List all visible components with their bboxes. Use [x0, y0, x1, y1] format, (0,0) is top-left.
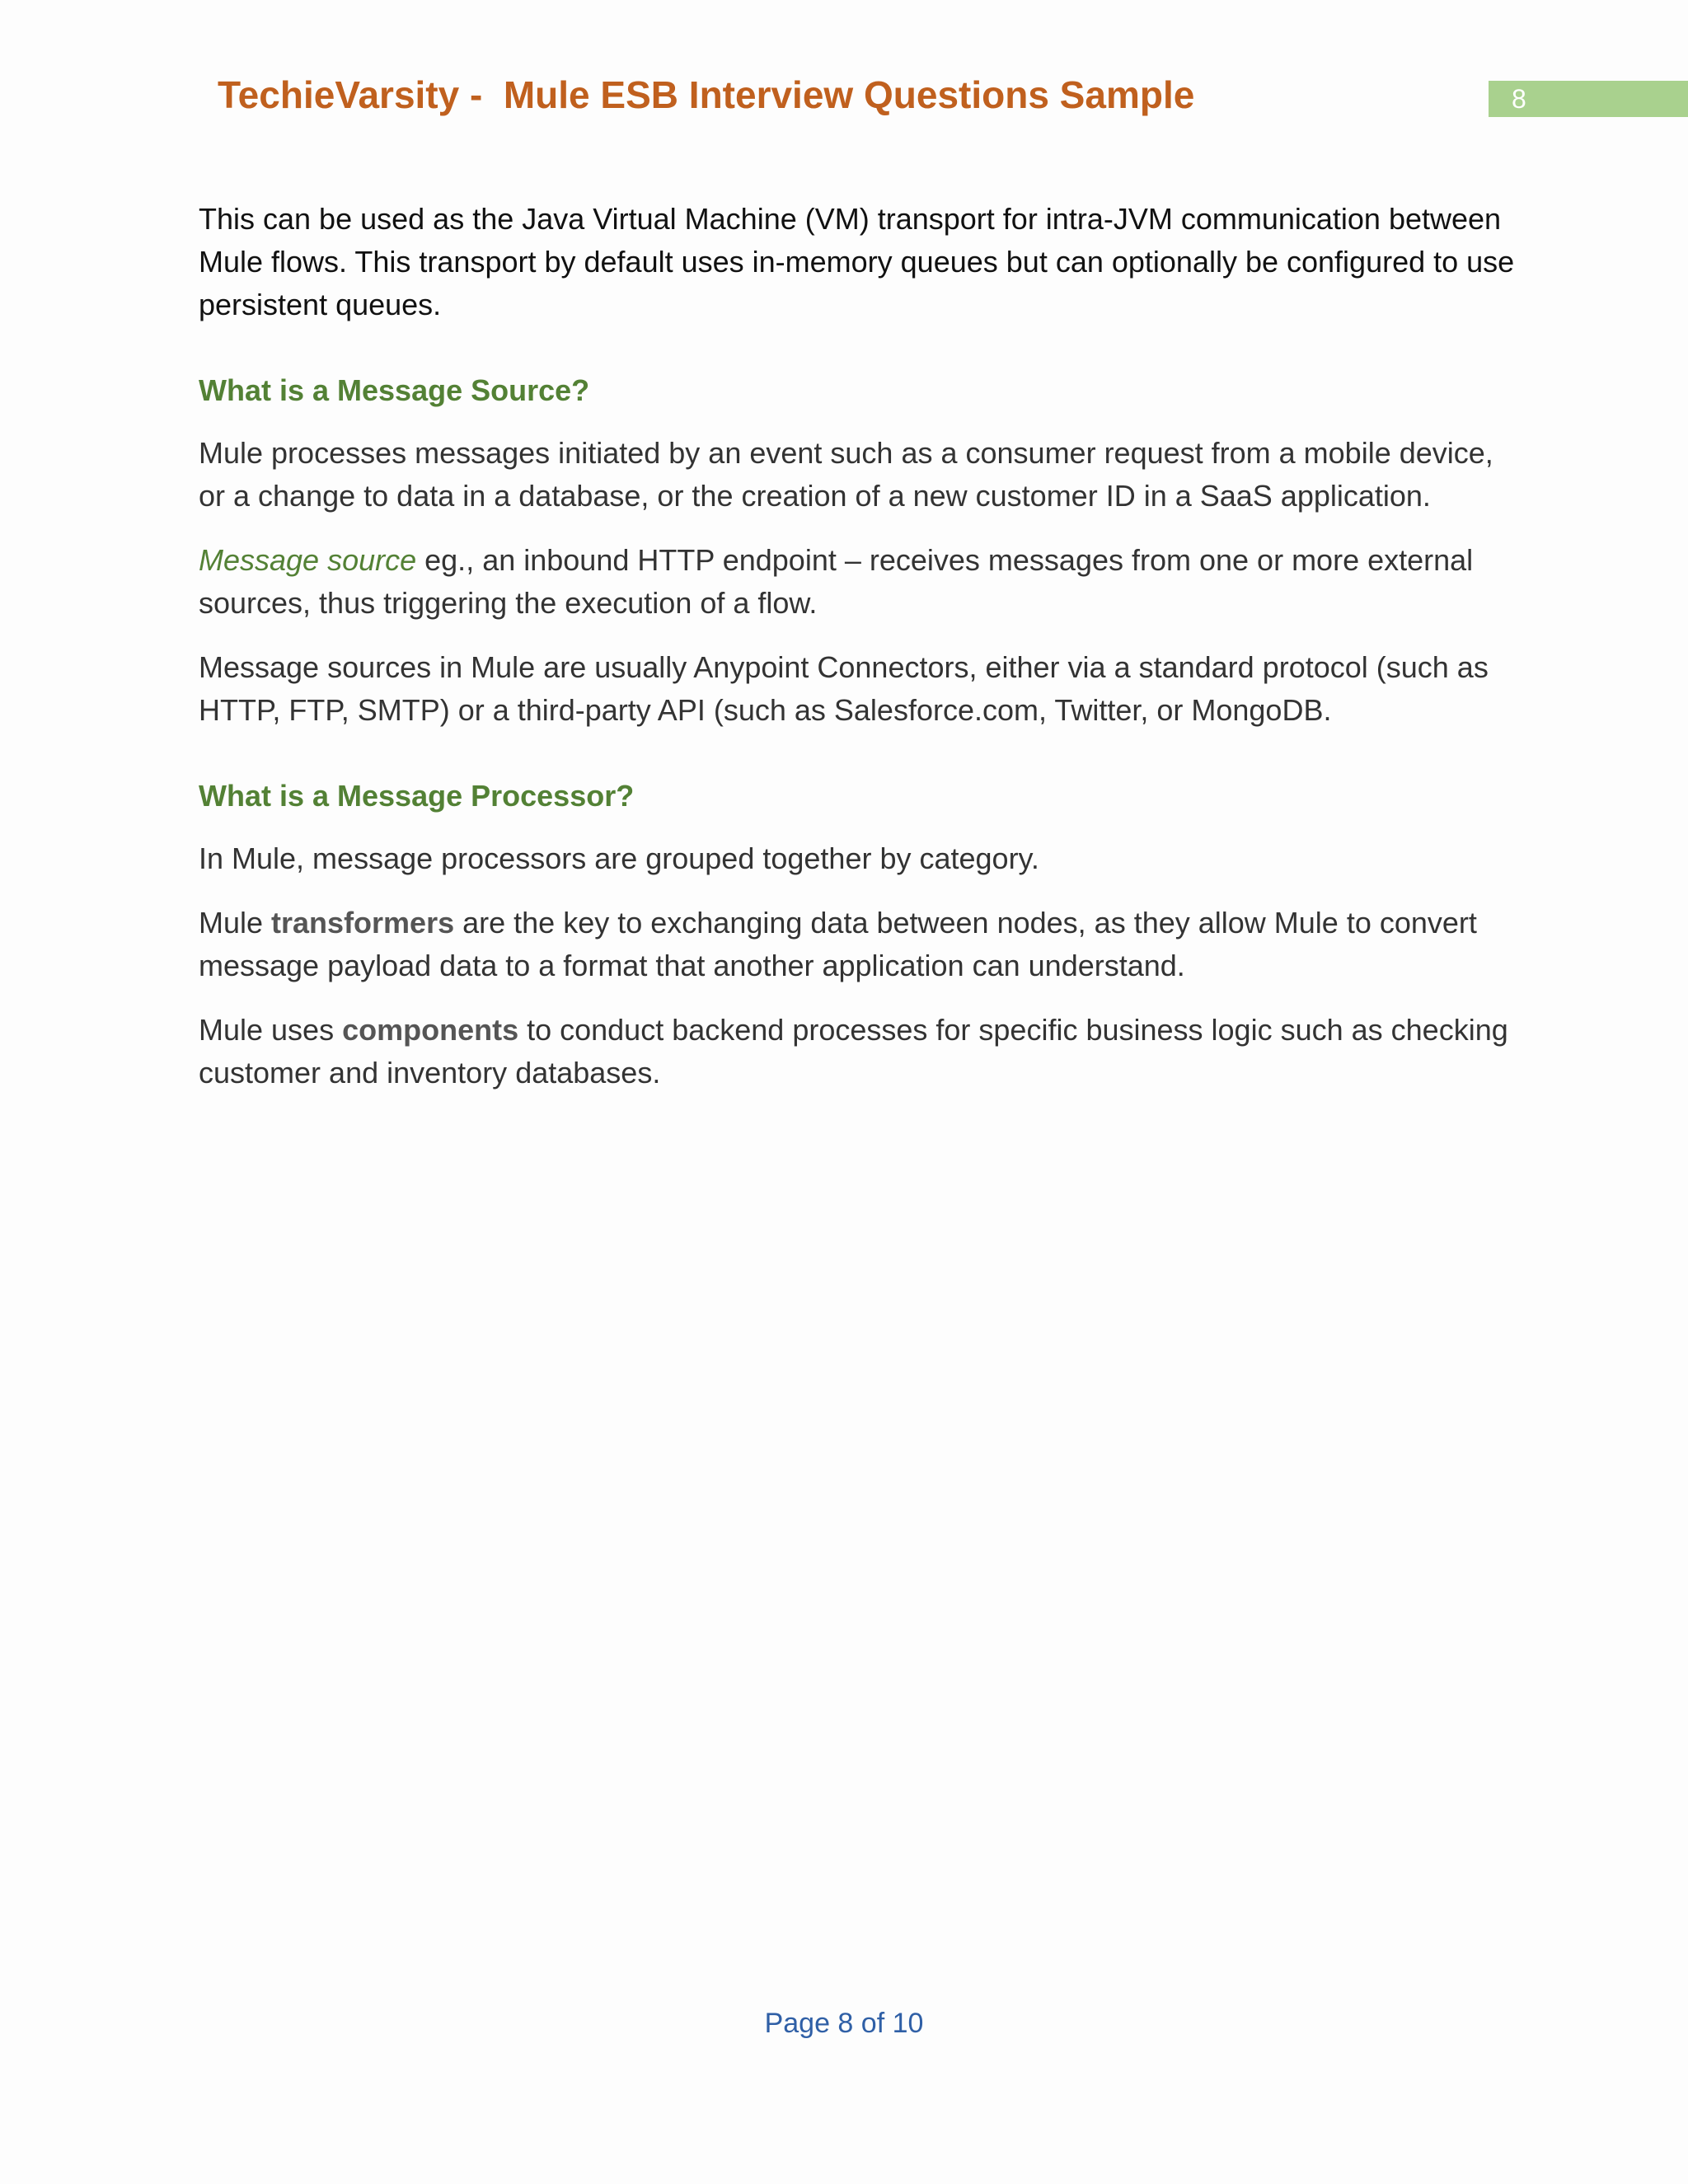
page-number-badge-label: 8 — [1512, 84, 1526, 114]
message-source-paragraph-1: Mule processes messages initiated by an event such as a consumer request from a mobile device, or a change to data in a database, or the creation of a new customer ID in a SaaS application. — [199, 436, 1493, 513]
message-processor-paragraph-2 — [199, 902, 1517, 987]
message-source-paragraph-2-text: eg., an inbound HTTP endpoint – receives messages from one or more external sources, thus triggering the execution of a flow. — [199, 543, 1474, 620]
message-processor-paragraph-3 — [199, 1009, 1517, 1094]
components-text: to conduct backend processes for specific business logic such as checking customer and inventory databases. — [199, 1013, 1508, 1090]
message-source-paragraph-2 — [199, 539, 1517, 625]
heading-message-source: What is a Message Source? — [199, 373, 590, 407]
message-source-term: Message source — [199, 543, 417, 577]
heading-message-processor: What is a Message Processor? — [199, 779, 635, 813]
document-header-title: TechieVarsity - Mule ESB Interview Questions Sample — [218, 73, 1195, 116]
page-footer: Page 8 of 10 — [764, 2008, 924, 2039]
transformers-prefix: Mule — [199, 906, 272, 940]
transformers-term: transformers — [271, 906, 455, 940]
components-term: components — [342, 1013, 519, 1047]
document-body — [199, 198, 1517, 1116]
page-number-badge — [1489, 81, 1688, 117]
components-prefix: Mule uses — [199, 1013, 343, 1047]
message-source-paragraph-3: Message sources in Mule are usually Anypoint Connectors, either via a standard protocol (such as HTTP, FTP, SMTP) or a third-party API (such as Salesforce.com, Twitter, or MongoDB. — [199, 650, 1489, 727]
message-processor-paragraph-1: In Mule, message processors are grouped together by category. — [199, 841, 1039, 875]
transformers-text: are the key to exchanging data between nodes, as they allow Mule to convert message payload data to a format that another application can understand. — [199, 906, 1477, 982]
intro-paragraph: This can be used as the Java Virtual Machine (VM) transport for intra-JVM communication between Mule flows. This transport by default uses in-memory queues but can optionally be configured to use persistent queues. — [199, 202, 1515, 321]
